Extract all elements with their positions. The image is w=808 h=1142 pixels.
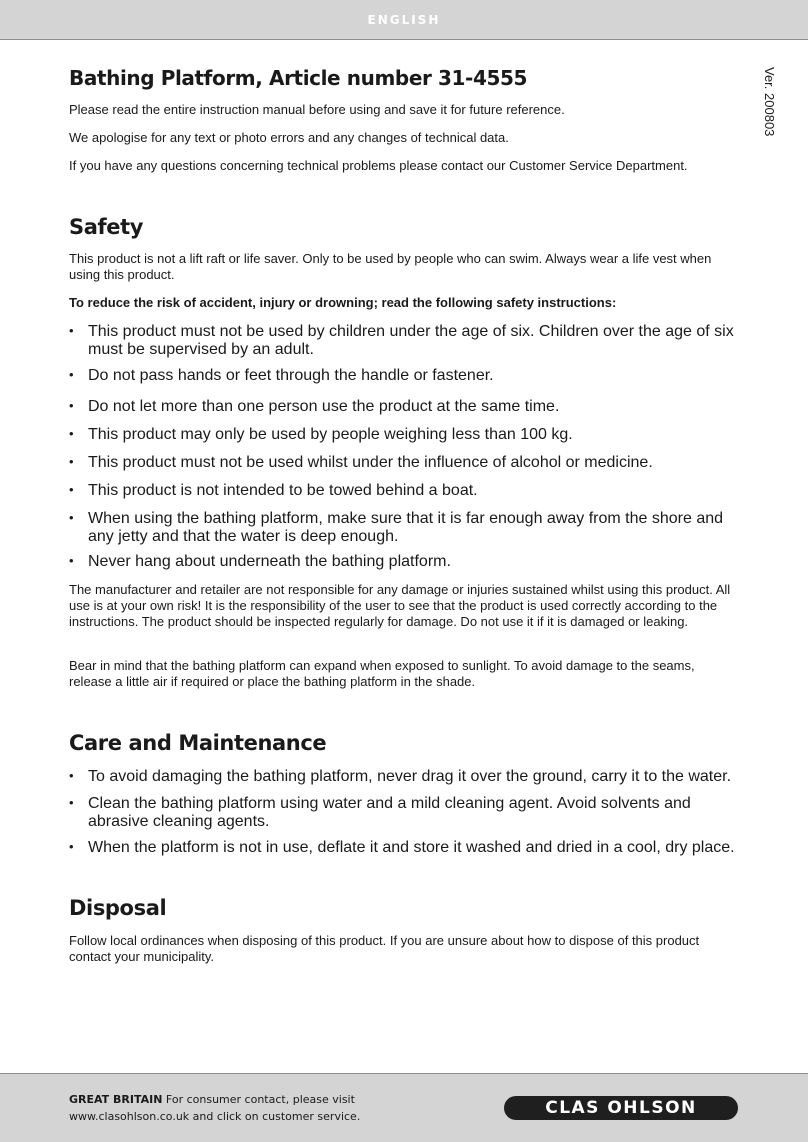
intro-contact: If you have any questions concerning technical problems please contact our Customer Service Department. [69,158,688,173]
list-item: • Do not pass hands or feet through the handle or fastener. [69,367,494,384]
page-title: Bathing Platform, Article number 31-4555 [69,66,528,90]
care-heading: Care and Maintenance [69,731,327,755]
list-item: • To avoid damaging the bathing platform, never drag it over the ground, carry it to the water. [69,768,732,785]
bullet-dot: • [69,398,74,413]
version-label: Ver. 200803 [762,67,777,137]
list-item: • Do not let more than one person use the product at the same time. [69,398,560,415]
footer-band [0,1073,808,1142]
bullet-dot: • [69,768,74,783]
disposal-text: Follow local ordinances when disposing of this product. If you are unsure about how to dispose of this product contact your municipality. [69,933,700,964]
intro-read-manual: Please read the entire instruction manual before using and save it for future reference. [69,102,565,117]
list-item: • This product must not be used by children under the age of six. Children over the age of six must be supervised by an adult. [69,323,734,358]
header-band [0,0,808,40]
bullet-dot: • [69,367,74,382]
brand-logo: CLAS OHLSON [504,1096,738,1120]
footer-contact-text: For consumer contact, please visit www.clasohlson.co.uk and click on customer service. [69,1093,361,1123]
bullet-dot: • [69,553,74,568]
sunlight-text: Bear in mind that the bathing platform can expand when exposed to sunlight. To avoid damage to the seams, release a little air if required or place the bathing platform in the shade. [69,658,695,689]
bullet-dot: • [69,426,74,441]
list-item: • Clean the bathing platform using water and a mild cleaning agent. Avoid solvents and abrasive cleaning agents. [69,795,691,830]
bullet-dot: • [69,482,74,497]
responsibility-text: The manufacturer and retailer are not responsible for any damage or injuries sustained whilst using this product. All use is at your own risk! It is the responsibility of the user to see that the product is used correctly according to the instructions. The product should be inspected regularly for damage. Do not use it if it is damaged or leaking. [69,582,731,629]
bullet-dot: • [69,510,74,525]
footer-country: GREAT BRITAIN [69,1093,163,1106]
bullet-dot: • [69,323,74,338]
list-item: • Never hang about underneath the bathing platform. [69,553,451,570]
list-item: • This product may only be used by people weighing less than 100 kg. [69,426,573,443]
bullet-dot: • [69,839,74,854]
intro-apology: We apologise for any text or photo errors and any changes of technical data. [69,130,509,145]
list-item: • When the platform is not in use, deflate it and store it washed and dried in a cool, dry place. [69,839,735,856]
disposal-heading: Disposal [69,896,167,920]
safety-heading: Safety [69,215,144,239]
list-item: • This product must not be used whilst under the influence of alcohol or medicine. [69,454,653,471]
footer-contact [69,1091,469,1125]
list-item: • When using the bathing platform, make sure that it is far enough away from the shore and any jetty and that the water is deep enough. [69,510,724,545]
bullet-dot: • [69,795,74,810]
language-label: ENGLISH [367,13,441,27]
list-item: • This product is not intended to be towed behind a boat. [69,482,478,499]
safety-intro: This product is not a lift raft or life saver. Only to be used by people who can swim. Always wear a life vest when using this product. [69,251,712,282]
safety-warning: To reduce the risk of accident, injury or drowning; read the following safety instructions: [69,295,617,310]
bullet-dot: • [69,454,74,469]
